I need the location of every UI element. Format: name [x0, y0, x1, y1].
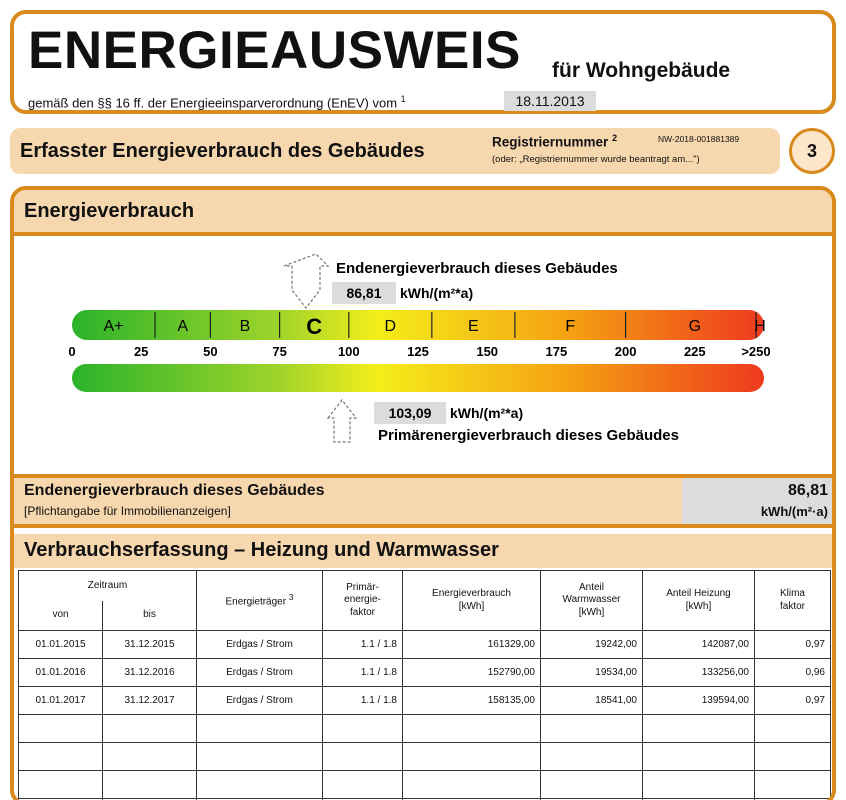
- cell-faktor: 1.1 / 1.8: [323, 659, 403, 687]
- summary-unit: kWh/(m²·a): [760, 504, 828, 519]
- class-scale-bar: [72, 310, 764, 340]
- header-heizung-line1: Anteil Heizung: [666, 588, 731, 599]
- class-label-b: B: [239, 318, 251, 335]
- tick-label: 25: [133, 344, 149, 359]
- table-row: [19, 659, 831, 687]
- cell-warmwasser: 19534,00: [541, 659, 643, 687]
- document-subtitle: für Wohngebäude: [552, 59, 731, 82]
- registration-label-text: Registriernummer: [492, 134, 609, 150]
- end-energy-value: 86,81: [346, 285, 382, 301]
- cell-traeger: Erdgas / Strom: [197, 687, 323, 715]
- registration-note: (oder: „Registriernummer wurde beantragt am..."): [492, 154, 700, 165]
- registration-label: [492, 133, 617, 150]
- cell-von: 01.01.2017: [19, 687, 103, 715]
- consumption-title: Verbrauchserfassung – Heizung und Warmwasser: [24, 539, 499, 561]
- header-energieverbrauch: [403, 571, 541, 631]
- legal-text: gemäß den §§ 16 ff. der Energieeinsparverordnung (EnEV) vom: [28, 95, 398, 111]
- header-klima-line1: Klima: [779, 588, 805, 599]
- tick-label: 200: [614, 344, 637, 359]
- end-energy-unit: kWh/(m²*a): [400, 285, 474, 301]
- cell-verbrauch: 152790,00: [403, 659, 541, 687]
- cell-klima: 0,97: [755, 631, 831, 659]
- table-row-empty: [19, 715, 831, 743]
- cell-bis: 31.12.2017: [103, 687, 197, 715]
- primary-energy-unit: kWh/(m²*a): [450, 405, 524, 421]
- energy-scale-chart: [14, 232, 832, 476]
- header-zeitraum: Zeitraum: [19, 571, 197, 601]
- header-energieverbrauch-line1: Energieverbrauch: [432, 588, 511, 599]
- header-warmwasser-line3: [kWh]: [578, 606, 605, 618]
- table-row-empty: [19, 743, 831, 771]
- tick-label: 150: [476, 344, 499, 359]
- end-energy-arrow: [284, 254, 328, 308]
- header-energietraeger: [197, 571, 323, 631]
- header-energietraeger-text: Energieträger: [225, 596, 287, 608]
- tick-label: >250: [741, 344, 771, 359]
- document-title: ENERGIEAUSWEIS: [28, 21, 521, 80]
- cell-verbrauch: 158135,00: [403, 687, 541, 715]
- scale-ticks: [68, 344, 770, 359]
- class-label-g: G: [688, 318, 702, 335]
- cell-bis: 31.12.2015: [103, 631, 197, 659]
- certificate-header: [10, 10, 836, 114]
- energieverbrauch-title: Energieverbrauch: [24, 200, 195, 222]
- cell-bis: 31.12.2016: [103, 659, 197, 687]
- table-header-row: [19, 571, 831, 601]
- summary-value-box: [682, 478, 832, 524]
- summary-note: [Pflichtangabe für Immobilienanzeigen]: [24, 504, 231, 518]
- cell-traeger: Erdgas / Strom: [197, 659, 323, 687]
- header-warmwasser-line1: Anteil: [578, 581, 604, 593]
- table-row-empty: [19, 771, 831, 799]
- table-row: [19, 687, 831, 715]
- header-warmwasser-line2: Warmwasser: [562, 594, 621, 606]
- cell-heizung: 142087,00: [643, 631, 755, 659]
- tick-label: 75: [272, 344, 287, 359]
- legal-basis: [28, 94, 406, 110]
- header-warmwasser: [541, 571, 643, 631]
- class-label-aplus: A+: [103, 318, 124, 335]
- header-bis: bis: [103, 601, 197, 631]
- class-label-h: H: [754, 318, 766, 335]
- divider: [14, 524, 832, 528]
- tick-label: 175: [545, 344, 568, 359]
- header-primaer-line1: Primär-: [346, 581, 379, 593]
- tick-label: 125: [407, 344, 429, 359]
- tick-label: 50: [203, 344, 218, 359]
- cell-von: 01.01.2016: [19, 659, 103, 687]
- header-klimafaktor: [755, 571, 831, 631]
- cell-verbrauch: 161329,00: [403, 631, 541, 659]
- cell-traeger: Erdgas / Strom: [197, 631, 323, 659]
- header-energietraeger-footnote: 3: [288, 592, 294, 603]
- value-scale-bar: [72, 364, 764, 392]
- cell-klima: 0,96: [755, 659, 831, 687]
- energieverbrauch-band: [14, 190, 832, 232]
- energy-consumption-section: [10, 186, 836, 800]
- section-heading: Erfasster Energieverbrauch des Gebäudes: [20, 140, 425, 162]
- cell-warmwasser: 18541,00: [541, 687, 643, 715]
- cell-von: 01.01.2015: [19, 631, 103, 659]
- header-klima-line2: faktor: [779, 600, 805, 612]
- end-energy-label: Endenergieverbrauch dieses Gebäudes: [336, 260, 618, 277]
- header-heizung-line2: [kWh]: [685, 600, 712, 612]
- registration-number: NW-2018-001881389: [658, 134, 740, 144]
- class-label-c: C: [306, 314, 323, 339]
- cell-heizung: 133256,00: [643, 659, 755, 687]
- consumption-band: [14, 534, 832, 568]
- header-energieverbrauch-line2: [kWh]: [458, 600, 485, 612]
- tick-label: 0: [68, 344, 76, 359]
- class-label-d: D: [384, 318, 397, 335]
- end-energy-summary: [14, 478, 832, 524]
- class-label-e: E: [468, 318, 479, 335]
- cell-faktor: 1.1 / 1.8: [323, 631, 403, 659]
- summary-label: Endenergieverbrauch dieses Gebäudes: [24, 482, 325, 499]
- legal-footnote: 1: [400, 94, 406, 104]
- header-von: von: [19, 601, 103, 631]
- header-heizung: [643, 571, 755, 631]
- summary-value: 86,81: [787, 482, 828, 499]
- registration-footnote: 2: [612, 133, 618, 143]
- registration-bar: [10, 128, 780, 174]
- header-primaer-line3: faktor: [349, 606, 375, 618]
- cell-heizung: 139594,00: [643, 687, 755, 715]
- regulation-date: 18.11.2013: [504, 91, 596, 111]
- table-row: [19, 631, 831, 659]
- class-label-a: A: [177, 318, 189, 335]
- class-label-f: F: [565, 318, 576, 335]
- cell-klima: 0,97: [755, 687, 831, 715]
- header-primaerenergiefaktor: [323, 571, 403, 631]
- primary-energy-label: Primärenergieverbrauch dieses Gebäudes: [378, 427, 679, 444]
- tick-label: 225: [683, 344, 706, 359]
- tick-label: 100: [337, 344, 360, 359]
- cell-warmwasser: 19242,00: [541, 631, 643, 659]
- cell-faktor: 1.1 / 1.8: [323, 687, 403, 715]
- primary-energy-value: 103,09: [388, 405, 432, 421]
- consumption-table: [18, 570, 831, 800]
- header-primaer-line2: energie-: [344, 594, 381, 606]
- page-number-badge: 3: [789, 128, 835, 174]
- primary-energy-arrow: [328, 400, 356, 442]
